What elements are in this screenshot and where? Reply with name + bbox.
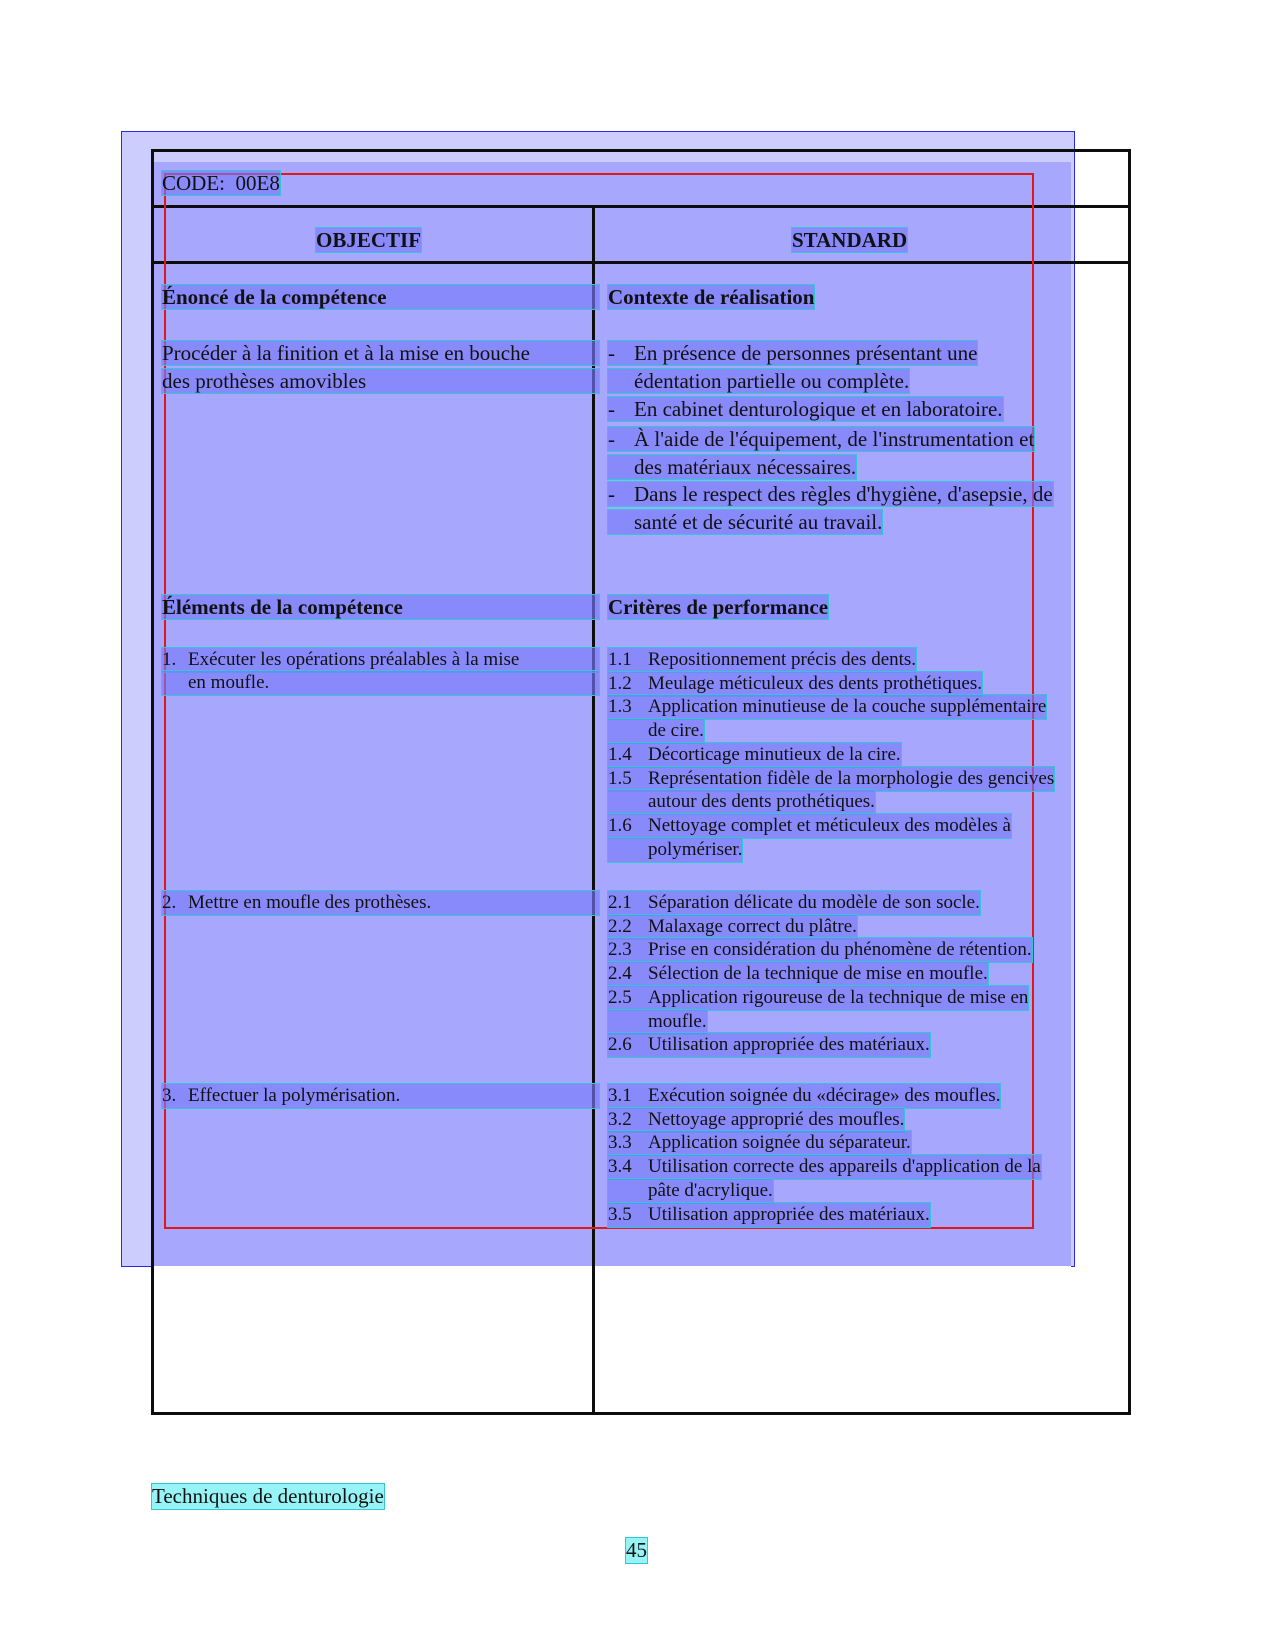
- contexte-item-line: [608, 482, 1053, 506]
- dash-bullet: -: [608, 482, 615, 506]
- critere-text: Application soignée du séparateur.: [648, 1132, 911, 1154]
- critere-item-line: [608, 1203, 930, 1227]
- critere-item-line: [608, 695, 1046, 719]
- element-number: 2.: [162, 892, 177, 913]
- critere-text: Sélection de la technique de mise en moufle.: [648, 963, 988, 985]
- code-label: CODE: 00E8: [162, 171, 280, 195]
- critere-text: Décorticage minutieux de la cire.: [648, 743, 901, 765]
- critere-item-line: [608, 838, 742, 862]
- critere-item-line: [608, 1033, 930, 1057]
- critere-item-line: [608, 1155, 1041, 1179]
- critere-number: 3.4: [608, 1156, 632, 1178]
- critere-number: 2.2: [608, 915, 632, 937]
- critere-item-line: [608, 672, 982, 696]
- critere-text: Malaxage correct du plâtre.: [648, 915, 857, 937]
- critere-number: 2.6: [608, 1034, 632, 1056]
- critere-item-line: [608, 719, 704, 743]
- critere-text: autour des dents prothétiques.: [648, 791, 875, 813]
- contexte-item-line: [608, 341, 977, 365]
- contexte-title: Contexte de réalisation: [608, 285, 815, 309]
- enonce-line-2: des prothèses amovibles: [162, 369, 599, 393]
- footer-title: Techniques de denturologie: [152, 1484, 384, 1508]
- contexte-item-line: [608, 455, 856, 479]
- contexte-item-text: En cabinet denturologique et en laboratoire.: [634, 397, 1003, 421]
- elements-title: Éléments de la compétence: [162, 595, 599, 619]
- critere-item-line: [608, 891, 980, 915]
- critere-text: Prise en considération du phénomène de rétention.: [648, 939, 1032, 961]
- critere-text: Utilisation appropriée des matériaux.: [648, 1034, 930, 1056]
- critere-item-line: [608, 915, 857, 939]
- critere-item-line: [608, 962, 988, 986]
- critere-text: Application rigoureuse de la technique de mise en: [648, 986, 1029, 1008]
- critere-number: 2.3: [608, 939, 632, 961]
- critere-text: Utilisation appropriée des matériaux.: [648, 1203, 930, 1225]
- critere-item-line: [608, 1179, 773, 1203]
- dash-bullet: -: [608, 427, 615, 451]
- contexte-item-line: [608, 397, 1003, 421]
- enonce-line-1: Procéder à la finition et à la mise en bouche: [162, 341, 599, 365]
- dash-bullet: -: [608, 341, 615, 365]
- critere-number: 1.1: [608, 649, 632, 670]
- contexte-item-line: [608, 510, 882, 534]
- enonce-title: Énoncé de la compétence: [162, 285, 599, 309]
- critere-number: 2.1: [608, 892, 632, 913]
- critere-number: 3.2: [608, 1108, 632, 1130]
- critere-item-line: [608, 1131, 911, 1155]
- header-standard: STANDARD: [792, 228, 908, 252]
- critere-number: 2.5: [608, 986, 632, 1008]
- critere-item-line: [608, 1084, 1000, 1108]
- contexte-item-text: santé et de sécurité au travail.: [634, 510, 883, 534]
- element-item-line: [162, 891, 599, 915]
- critere-number: 3.1: [608, 1085, 632, 1106]
- critere-item-line: [608, 1108, 904, 1132]
- critere-number: 1.2: [608, 672, 632, 694]
- critere-number: 3.3: [608, 1132, 632, 1154]
- critere-item-line: [608, 986, 1028, 1010]
- critere-text: moufle.: [648, 1010, 707, 1032]
- contexte-item-line: [608, 427, 1034, 451]
- element-text: Exécuter les opérations préalables à la mise: [188, 649, 520, 670]
- critere-text: Représentation fidèle de la morphologie des gencives: [648, 767, 1055, 789]
- element-item-line: [162, 648, 599, 672]
- element-text: Effectuer la polymérisation.: [188, 1085, 401, 1106]
- element-number: 1.: [162, 649, 177, 670]
- element-item-line: [162, 1084, 599, 1108]
- critere-text: Nettoyage complet et méticuleux des modèles à: [648, 814, 1011, 836]
- critere-item-line: [608, 648, 916, 672]
- critere-number: 3.5: [608, 1203, 632, 1225]
- critere-number: 2.4: [608, 963, 632, 985]
- critere-text: polymériser.: [648, 838, 743, 860]
- element-item-line: [162, 671, 599, 695]
- table-lower-blank: [152, 1266, 1071, 1414]
- critere-item-line: [608, 790, 875, 814]
- header-objectif: OBJECTIF: [316, 228, 422, 252]
- element-number: 3.: [162, 1085, 177, 1106]
- dash-bullet: -: [608, 397, 615, 421]
- critere-number: 1.4: [608, 743, 632, 765]
- critere-item-line: [608, 814, 1011, 838]
- critere-text: pâte d'acrylique.: [648, 1179, 773, 1201]
- critere-number: 1.5: [608, 767, 632, 789]
- criteres-title: Critères de performance: [608, 595, 829, 619]
- critere-item-line: [608, 1010, 707, 1034]
- critere-item-line: [608, 743, 901, 767]
- contexte-item-text: des matériaux nécessaires.: [634, 455, 857, 479]
- critere-text: Application minutieuse de la couche supplémentaire: [648, 696, 1047, 718]
- critere-text: de cire.: [648, 720, 704, 742]
- critere-text: Utilisation correcte des appareils d'application de la: [648, 1156, 1041, 1178]
- critere-text: Nettoyage approprié des moufles.: [648, 1108, 905, 1130]
- code-value: 00E8: [235, 171, 280, 195]
- contexte-item-text: À l'aide de l'équipement, de l'instrumentation et: [634, 427, 1035, 451]
- contexte-item-text: édentation partielle ou complète.: [634, 369, 910, 393]
- contexte-item-text: Dans le respect des règles d'hygiène, d'asepsie, de: [634, 482, 1053, 506]
- element-text: Mettre en moufle des prothèses.: [188, 892, 432, 913]
- contexte-item-text: En présence de personnes présentant une: [634, 341, 978, 365]
- contexte-item-line: [608, 369, 909, 393]
- critere-item-line: [608, 938, 1032, 962]
- critere-text: Meulage méticuleux des dents prothétiques.: [648, 672, 982, 694]
- page-number: 45: [626, 1538, 647, 1562]
- critere-item-line: [608, 767, 1054, 791]
- critere-number: 1.3: [608, 696, 632, 718]
- element-text: en moufle.: [188, 672, 270, 693]
- critere-text: Exécution soignée du «décirage» des moufles.: [648, 1085, 1001, 1106]
- critere-number: 1.6: [608, 814, 632, 836]
- critere-text: Séparation délicate du modèle de son socle.: [648, 892, 980, 913]
- critere-text: Repositionnement précis des dents.: [648, 649, 917, 670]
